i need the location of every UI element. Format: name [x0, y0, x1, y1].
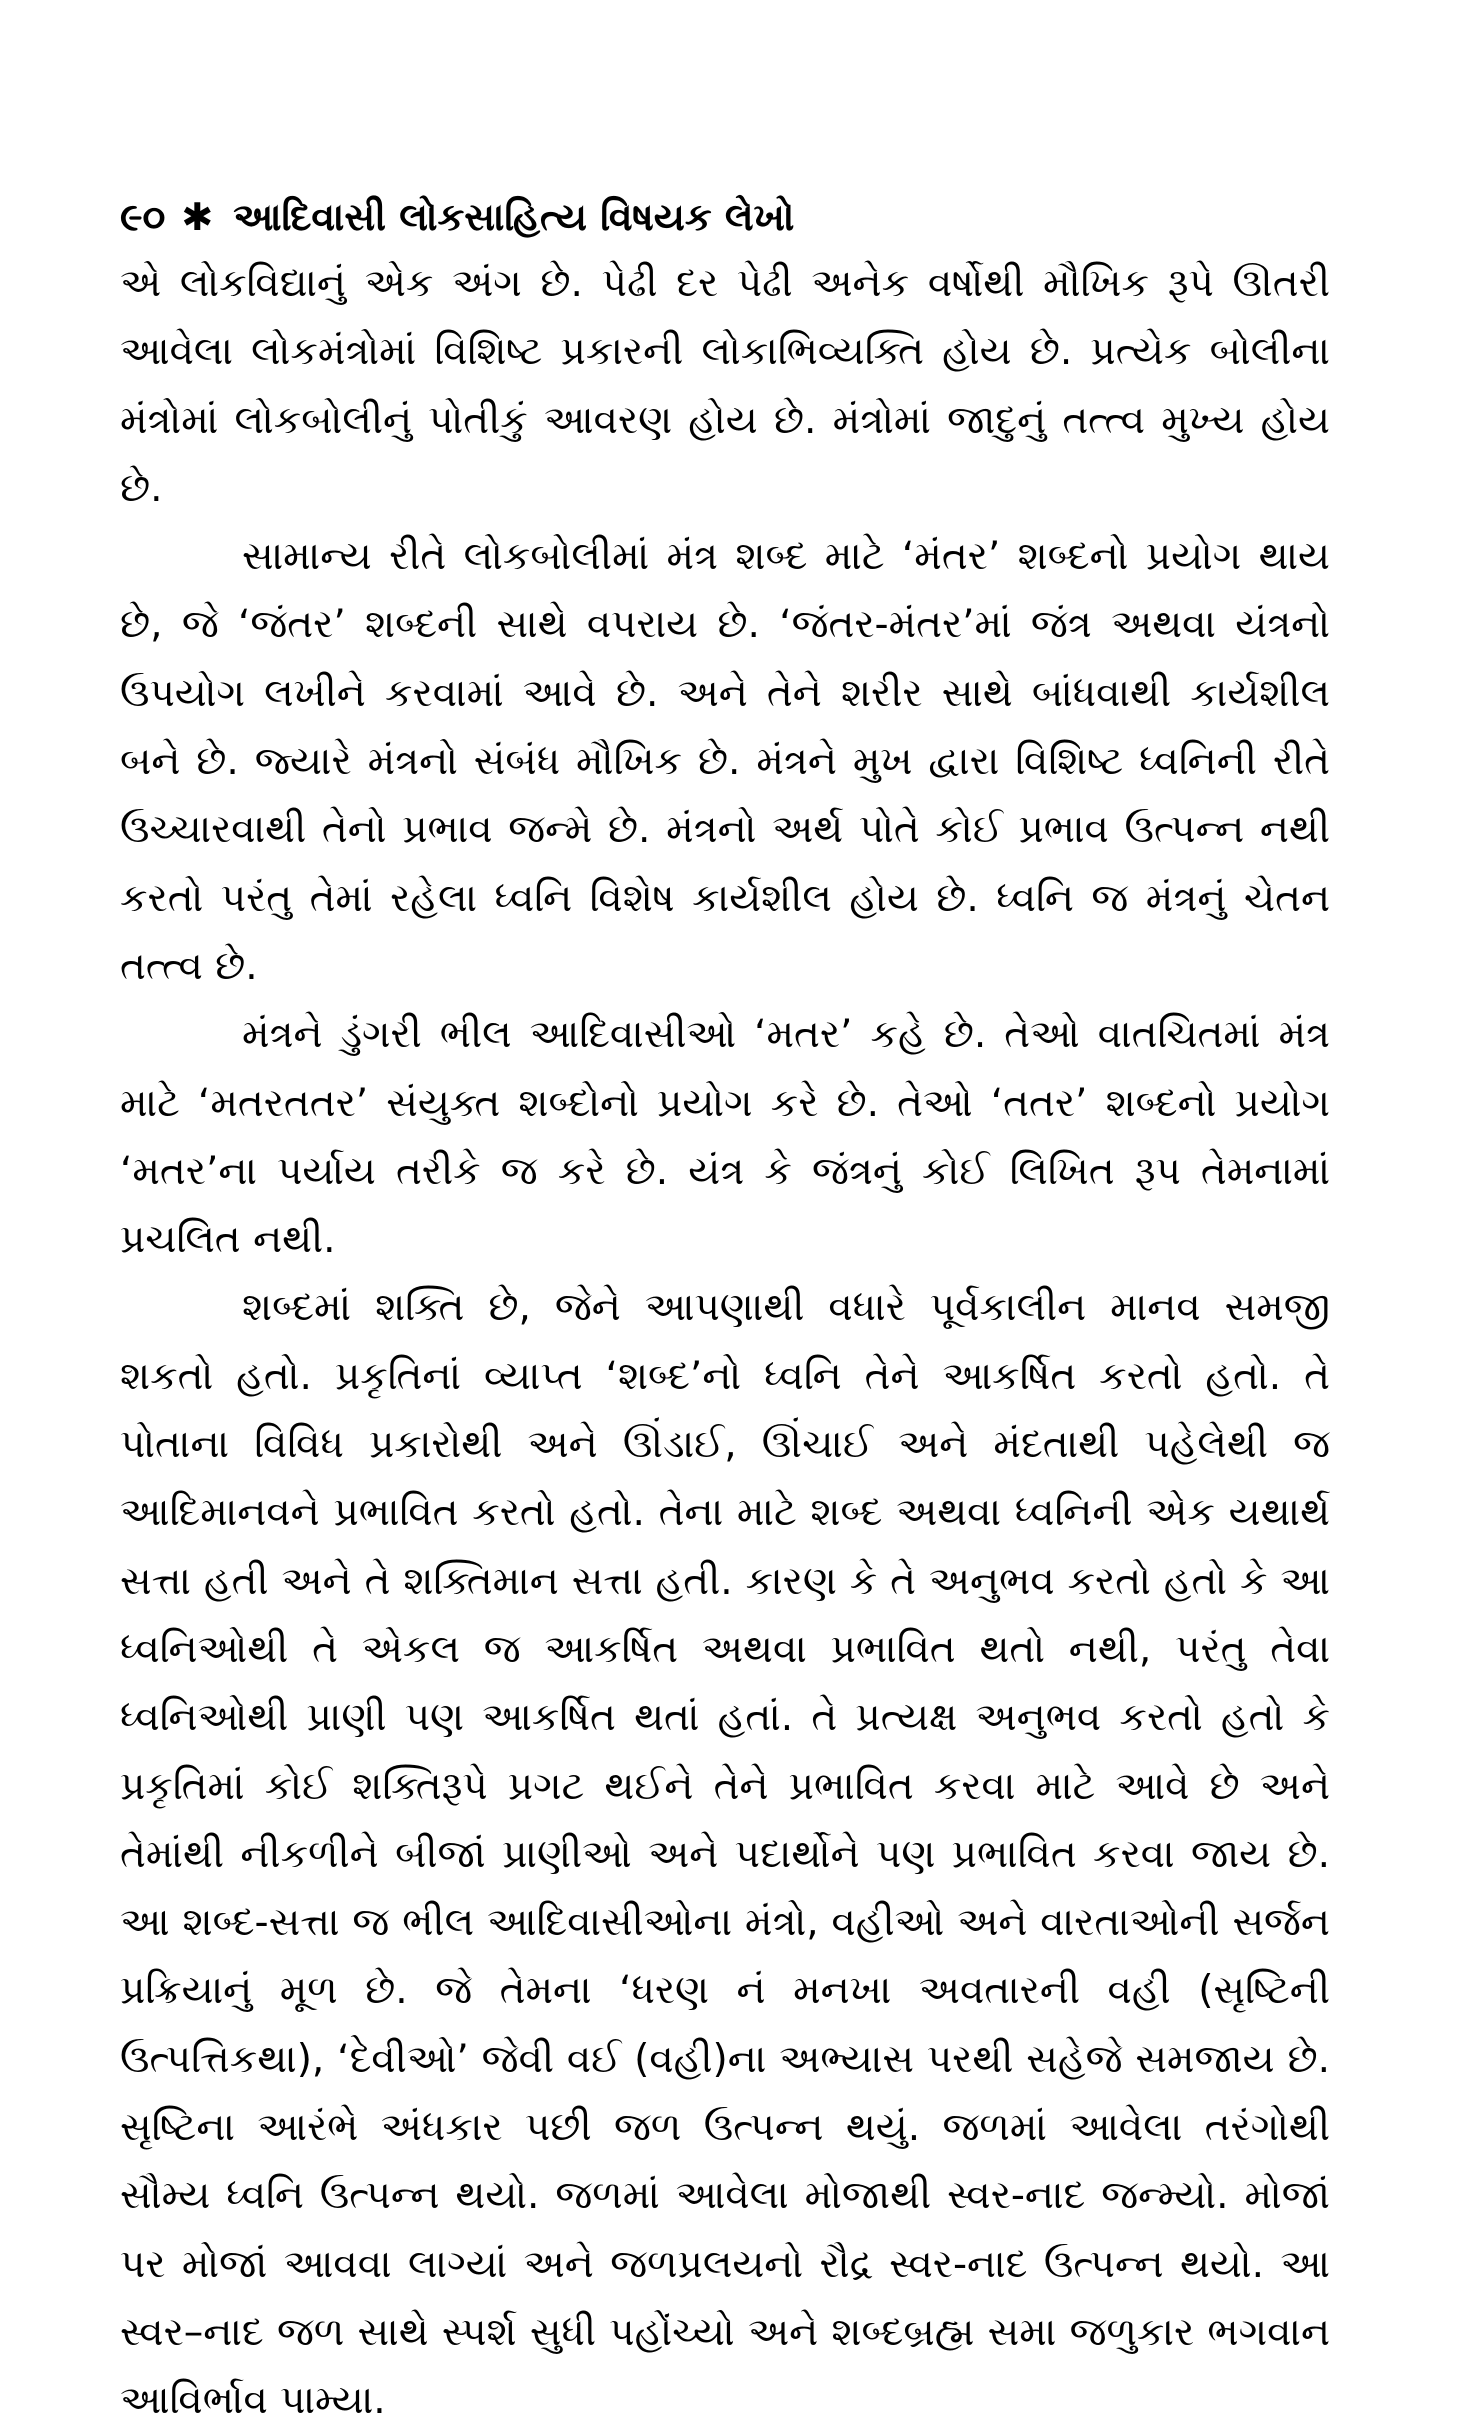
book-page — [120, 188, 1330, 2436]
body-text — [120, 250, 1330, 2436]
asterisk-separator-icon: ✱ — [181, 195, 214, 239]
book-title: આદિવાસી લોકસાહિત્ય વિષયક લેખો — [233, 195, 795, 239]
paragraph: શબ્દમાં શક્તિ છે, જેને આપણાથી વધારે પૂર્વકાલીન માનવ સમજી શકતો હતો. પ્રકૃતિનાં વ્યાપ્ત ‘શબ્દ’નો ધ્વનિ તેને આકર્ષિત કરતો હતો. તે પોતાના વિવિધ પ્રકારોથી અને ઊંડાઈ, ઊંચાઈ અને મંદતાથી પહેલેથી જ આદિમાનવને પ્રભાવિત કરતો હતો. તેના માટે શબ્દ અથવા ધ્વનિની એક યથાર્થ સત્તા હતી અને તે શક્તિમાન સત્તા હતી. કારણ કે તે અનુભવ કરતો હતો કે આ ધ્વનિઓથી તે એકલ જ આકર્ષિત અથવા પ્રભાવિત થતો નથી, પરંતુ તેવા ધ્વનિઓથી પ્રાણી પણ આકર્ષિત થતાં હતાં. તે પ્રત્યક્ષ અનુભવ કરતો હતો કે પ્રકૃતિમાં કોઈ શક્તિરૂપે પ્રગટ થઈને તેને પ્રભાવિત કરવા માટે આવે છે અને તેમાંથી નીકળીને બીજાં પ્રાણીઓ અને પદાર્થોને પણ પ્રભાવિત કરવા જાય છે. આ શબ્દ-સત્તા જ ભીલ આદિવાસીઓના મંત્રો, વહીઓ અને વારતાઓની સર્જન પ્રક્રિયાનું મૂળ છે. જે તેમના ‘ધરણ નં મનખા અવતારની વહી (સૃષ્ટિની ઉત્પત્તિકથા), ‘દેવીઓ’ જેવી વઈ (વહી)ના અભ્યાસ પરથી સહેજે સમજાય છે. સૃષ્ટિના આરંભે અંધકાર પછી જળ ઉત્પન્ન થયું. જળમાં આવેલા તરંગોથી સૌમ્ય ધ્વનિ ઉત્પન્ન થયો. જળમાં આવેલા મોજાથી સ્વર-નાદ જન્મ્યો. મોજાં પર મોજાં આવવા લાગ્યાં અને જળપ્રલયનો રૌદ્ર સ્વર-નાદ ઉત્પન્ન થયો. આ સ્વર–નાદ જળ સાથે સ્પર્શ સુધી પહોંચ્યો અને શબ્દબ્રહ્મ સમા જળુકાર ભગવાન આવિર્ભાવ પામ્યા. — [120, 1285, 1330, 2424]
paragraph: સામાન્ય રીતે લોકબોલીમાં મંત્ર શબ્દ માટે ‘મંતર’ શબ્દનો પ્રયોગ થાય છે, જે ‘જંતર’ શબ્દની સાથે વપરાય છે. ‘જંતર-મંતર’માં જંત્ર અથવા યંત્રનો ઉપયોગ લખીને કરવામાં આવે છે. અને તેને શરીર સાથે બાંધવાથી કાર્યશીલ બને છે. જ્યારે મંત્રનો સંબંધ મૌખિક છે. મંત્રને મુખ દ્વારા વિશિષ્ટ ધ્વનિની રીતે ઉચ્ચારવાથી તેનો પ્રભાવ જન્મે છે. મંત્રનો અર્થ પોતે કોઈ પ્રભાવ ઉત્પન્ન નથી કરતો પરંતુ તેમાં રહેલા ધ્વનિ વિશેષ કાર્યશીલ હોય છે. ધ્વનિ જ મંત્રનું ચેતન તત્ત્વ છે. — [120, 534, 1330, 989]
paragraph: એ લોકવિદ્યાનું એક અંગ છે. પેઢી દર પેઢી અનેક વર્ષોથી મૌખિક રૂપે ઊતરી આવેલા લોકમંત્રોમાં વિશિષ્ટ પ્રકારની લોકાભિવ્યક્તિ હોય છે. પ્રત્યેક બોલીના મંત્રોમાં લોકબોલીનું પોતીકું આવરણ હોય છે. મંત્રોમાં જાદુનું તત્ત્વ મુખ્ય હોય છે. — [120, 261, 1330, 511]
running-header — [120, 188, 1330, 246]
paragraph: મંત્રને ડુંગરી ભીલ આદિવાસીઓ ‘મતર’ કહે છે. તેઓ વાતચિતમાં મંત્ર માટે ‘મતરતતર’ સંયુક્ત શબ્દોનો પ્રયોગ કરે છે. તેઓ ‘તતર’ શબ્દનો પ્રયોગ ‘મતર’ના પર્યાય તરીકે જ કરે છે. યંત્ર કે જંત્રનું કોઈ લિખિત રૂપ તેમનામાં પ્રચલિત નથી. — [120, 1012, 1330, 1263]
page-number: ૯૦ — [120, 195, 166, 239]
